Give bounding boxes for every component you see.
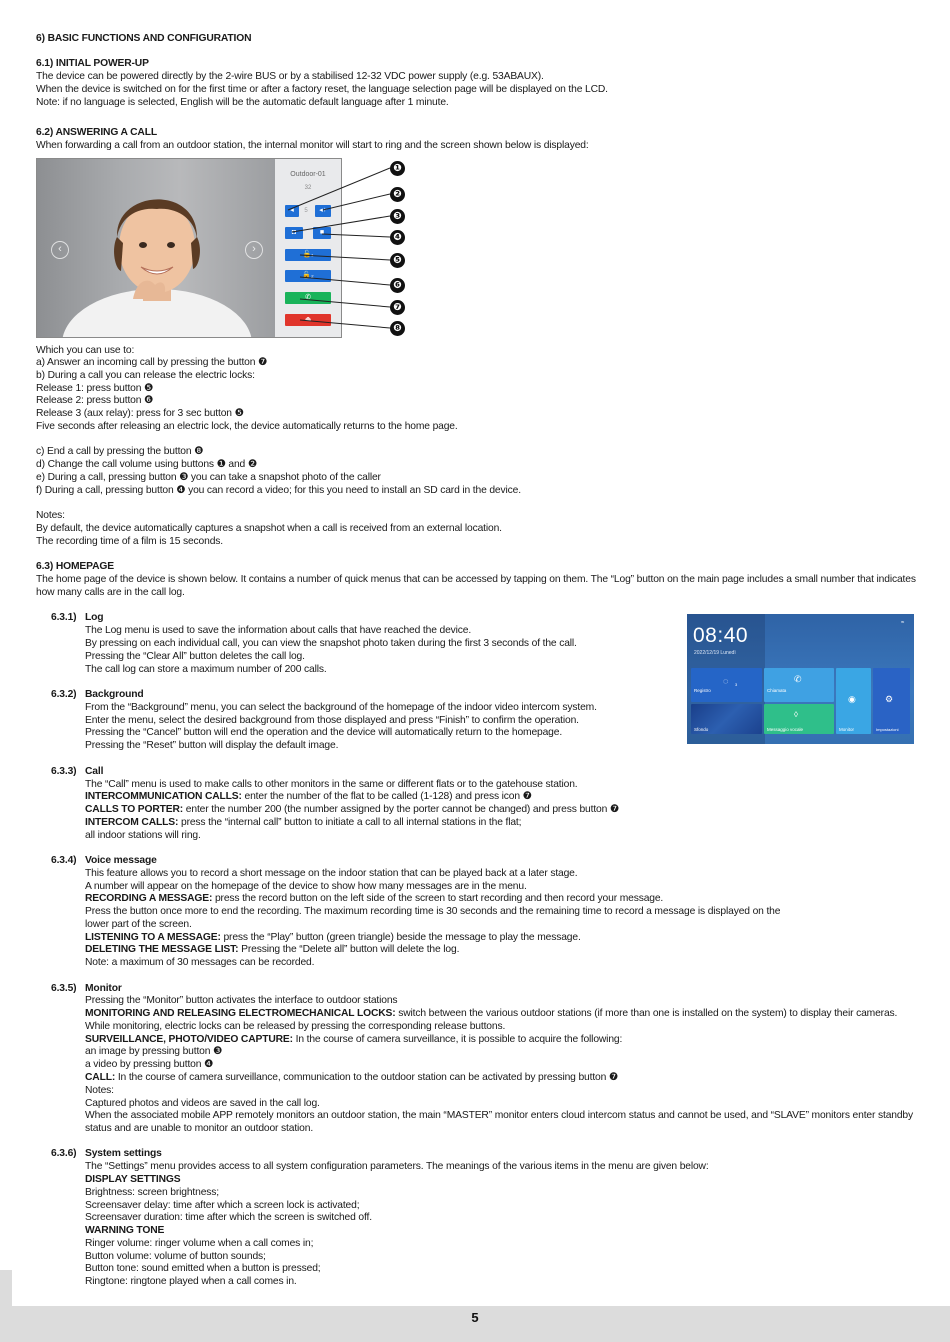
sub-line: A number will appear on the homepage of the device to show how many messages are in the menu. <box>85 881 527 892</box>
tile-label: Messaggio vocale <box>767 727 804 732</box>
text: press the record button on the left side of the screen to start recording and then record your message. <box>212 893 664 904</box>
callout-lines <box>0 0 950 400</box>
sub-title: Monitor <box>85 983 122 994</box>
tile-settings[interactable] <box>873 668 910 734</box>
release-2-button[interactable]: 🔓₂ <box>285 270 331 282</box>
footer-side-bar <box>0 1270 12 1306</box>
tile-label: Monitor <box>839 727 855 732</box>
s62-line: c) End a call by pressing the button ❽ <box>36 446 204 457</box>
sub-num: 6.3.4) <box>51 855 77 866</box>
sub-line: From the “Background” menu, you can select the background of the homepage of the indoor video intercom system. <box>85 702 597 713</box>
tile-label: Registro <box>694 688 711 693</box>
s62-line: Release 1: press button ❺ <box>36 383 154 394</box>
sub-title: Call <box>85 766 104 777</box>
tile-background[interactable] <box>691 704 762 734</box>
sub-title: System settings <box>85 1148 162 1159</box>
callout-6: ❻ <box>390 278 405 293</box>
sub-line: Captured photos and videos are saved in the call log. <box>85 1098 320 1109</box>
sub-line: Pressing the “Cancel” button will end the operation and the device will automatically return to the homepage. <box>85 727 563 738</box>
sub-line: By pressing on each individual call, you can view the snapshot photo taken during the first 3 seconds of the call. <box>85 638 577 649</box>
s63-intro: The home page of the device is shown below. It contains a number of quick menus that can be accessed by tapping on them. The “Log” button on the main page includes a small number that indicates how many calls are in the call log. <box>36 574 916 598</box>
sub-line: Pressing the “Monitor” button activates the interface to outdoor stations <box>85 995 398 1006</box>
label: RECORDING A MESSAGE: <box>85 893 213 904</box>
sub-line: This feature allows you to record a short message on the indoor station that can be played back at a later stage. <box>85 868 578 879</box>
sub-line: Button volume: volume of button sounds; <box>85 1251 266 1262</box>
tile-log[interactable] <box>691 668 762 702</box>
snapshot-button[interactable]: ◘ <box>285 227 303 239</box>
sub-line: When the associated mobile APP remotely monitors an outdoor station, the main “MASTER” monitor enters cloud intercom status and cannot be used, and “SLAVE” monitors enter standby status and are unable to monitor an outdoor station. <box>85 1110 913 1134</box>
callout-1: ❶ <box>390 161 405 176</box>
s61-line: When the device is switched on for the first time or after a factory reset, the language selection page will be displayed on the LCD. <box>36 84 608 95</box>
section-title: 6) BASIC FUNCTIONS AND CONFIGURATION <box>36 33 252 44</box>
s62-title: 6.2) ANSWERING A CALL <box>36 127 157 138</box>
phone-icon: ✆ <box>794 674 802 684</box>
answer-call-button[interactable]: ✆ <box>285 292 331 304</box>
next-arrow-icon[interactable]: › <box>245 241 263 259</box>
sub-line <box>85 893 663 906</box>
sub-line <box>85 1034 622 1047</box>
callout-3: ❸ <box>390 209 405 224</box>
text: In the course of camera surveillance, communication to the outdoor station can be activated by pressing button ❼ <box>115 1072 618 1083</box>
sub-title: Voice message <box>85 855 157 866</box>
release-1-button[interactable]: 🔓₁ <box>285 249 331 261</box>
sub-line: a video by pressing button ❹ <box>85 1059 214 1070</box>
sub-line: Button tone: sound emitted when a button is pressed; <box>85 1263 321 1274</box>
outdoor-station-number: 32 <box>304 185 312 191</box>
sub-line: Brightness: screen brightness; <box>85 1187 220 1198</box>
label: SURVEILLANCE, PHOTO/VIDEO CAPTURE: <box>85 1034 293 1045</box>
sub-heading: DISPLAY SETTINGS <box>85 1174 181 1185</box>
sub-line: Screensaver duration: time after which the screen is switched off. <box>85 1212 372 1223</box>
text: press the “Play” button (green triangle) beside the message to play the message. <box>220 932 581 943</box>
video-record-button[interactable]: ■ <box>313 227 331 239</box>
homepage-screenshot <box>687 614 914 744</box>
sub-heading: WARNING TONE <box>85 1225 165 1236</box>
sub-line: Pressing the “Reset” button will display the default image. <box>85 740 339 751</box>
s61-line: Note: if no language is selected, English will be the automatic default language after 1 minute. <box>36 97 449 108</box>
sub-line: Notes: <box>85 1085 114 1096</box>
label: CALL: <box>85 1072 116 1083</box>
s62-line: Five seconds after releasing an electric lock, the device automatically returns to the home page. <box>36 421 458 432</box>
log-badge: 3 <box>735 682 738 687</box>
previous-arrow-icon[interactable]: ‹ <box>51 241 69 259</box>
sub-line: Press the button once more to end the recording. The maximum recording time is 30 seconds and the remaining time to record a message is displayed on the lower part of the screen. <box>85 906 781 930</box>
sub-line <box>85 1008 915 1034</box>
sub-line: Note: a maximum of 30 messages can be recorded. <box>85 957 315 968</box>
text: press the “internal call” button to initiate a call to all internal stations in the flat; <box>178 817 522 828</box>
sub-num: 6.3.3) <box>51 766 77 777</box>
sub-line: all indoor stations will ring. <box>85 830 201 841</box>
s62-line: e) During a call, pressing button ❸ you can take a snapshot photo of the caller <box>36 472 381 483</box>
tile-call[interactable] <box>764 668 834 702</box>
s62-line: Notes: <box>36 510 65 521</box>
outdoor-station-name: Outdoor-01 <box>290 171 326 178</box>
sub-num: 6.3.5) <box>51 983 77 994</box>
s62-line: a) Answer an incoming call by pressing the button ❼ <box>36 357 268 368</box>
home-time: 08:40 <box>693 624 749 647</box>
text: switch between the various outdoor stations (if more than one is installed on the system) to display their cameras. While monitoring, electric locks can be released by pressing the corresponding release buttons. <box>85 1008 898 1032</box>
text: enter the number 200 (the number assigned by the porter cannot be changed) and press button ❼ <box>183 804 619 815</box>
s62-line: Which you can use to: <box>36 345 135 356</box>
callout-7: ❼ <box>390 300 405 315</box>
callout-5: ❺ <box>390 253 405 268</box>
tile-label: Sfondo <box>694 727 709 732</box>
text: In the course of camera surveillance, it is possible to acquire the following: <box>292 1034 623 1045</box>
callout-8: ❽ <box>390 321 405 336</box>
sub-line <box>85 1072 618 1085</box>
s62-line: f) During a call, pressing button ❹ you can record a video; for this you need to install an SD card in the device. <box>36 485 521 496</box>
s62-line: b) During a call you can release the electric locks: <box>36 370 255 381</box>
tile-label: Chiamata <box>767 688 787 693</box>
sub-line: Enter the menu, select the desired background from those displayed and press “Finish” to confirm the operation. <box>85 715 579 726</box>
sub-line: Screensaver delay: time after which a screen lock is activated; <box>85 1200 360 1211</box>
s62-line: d) Change the call volume using buttons ❶ and ❷ <box>36 459 257 470</box>
tile-label: Impostazioni <box>876 727 899 732</box>
sub-line: The Log menu is used to save the information about calls that have reached the device. <box>85 625 472 636</box>
callout-4: ❹ <box>390 230 405 245</box>
volume-down-button[interactable]: ◂ <box>285 205 299 217</box>
wifi-icon: ≈ <box>901 620 905 626</box>
label: CALLS TO PORTER: <box>85 804 184 815</box>
label: LISTENING TO A MESSAGE: <box>85 932 221 943</box>
sub-line: Ringer volume: ringer volume when a call comes in; <box>85 1238 314 1249</box>
sub-line: The “Settings” menu provides access to all system configuration parameters. The meanings of the various items in the menu are given below: <box>85 1161 709 1172</box>
s63-title: 6.3) HOMEPAGE <box>36 561 114 572</box>
text: Pressing the “Delete all” button will delete the log. <box>238 944 460 955</box>
voicemail-icon: ◊ <box>794 710 798 719</box>
sub-title: Background <box>85 689 144 700</box>
tile-monitor[interactable] <box>836 668 871 734</box>
sub-line <box>85 804 619 817</box>
s62-intro: When forwarding a call from an outdoor station, the internal monitor will start to ring and the screen shown below is displayed: <box>36 140 589 151</box>
callout-2: ❷ <box>390 187 405 202</box>
sub-num: 6.3.6) <box>51 1148 77 1159</box>
s62-line: By default, the device automatically captures a snapshot when a call is received from an external location. <box>36 523 502 534</box>
sub-line: an image by pressing button ❸ <box>85 1046 223 1057</box>
home-date: 2022/12/19 Lunedì <box>694 650 736 656</box>
sub-title: Log <box>85 612 104 623</box>
sub-line: Ringtone: ringtone played when a call comes in. <box>85 1276 297 1287</box>
sub-line <box>85 944 459 957</box>
volume-up-button[interactable]: ◂+ <box>315 205 331 217</box>
label: INTERCOMMUNICATION CALLS: <box>85 791 242 802</box>
s61-line: The device can be powered directly by the 2-wire BUS or by a stabilised 12-32 VDC power supply (e.g. 53ABAUX). <box>36 71 544 82</box>
gear-icon: ⚙ <box>885 694 894 704</box>
camera-icon: ◉ <box>848 694 856 704</box>
sub-line <box>85 932 581 945</box>
label: INTERCOM CALLS: <box>85 817 179 828</box>
label: DELETING THE MESSAGE LIST: <box>85 944 239 955</box>
page-number: 5 <box>471 1310 479 1325</box>
sub-line: Pressing the “Clear All” button deletes the call log. <box>85 651 305 662</box>
s61-title: 6.1) INITIAL POWER-UP <box>36 58 149 69</box>
sub-num: 6.3.2) <box>51 689 77 700</box>
s62-line: Release 2: press button ❻ <box>36 395 154 406</box>
end-call-button[interactable]: ⏏ <box>285 314 331 326</box>
label: MONITORING AND RELEASING ELECTROMECHANICAL LOCKS: <box>85 1008 396 1019</box>
tile-voice-message[interactable] <box>764 704 834 734</box>
sub-line <box>85 791 532 804</box>
s62-line: Release 3 (aux relay): press for 3 sec button ❺ <box>36 408 244 419</box>
s62-line: The recording time of a film is 15 seconds. <box>36 536 223 547</box>
sub-line <box>85 817 521 830</box>
sub-num: 6.3.1) <box>51 612 77 623</box>
volume-value: 5 <box>304 208 308 214</box>
sub-line: The call log can store a maximum number of 200 calls. <box>85 664 327 675</box>
log-icon: ◌ <box>723 676 729 686</box>
text: enter the number of the flat to be called (1-128) and press icon ❼ <box>241 791 532 802</box>
sub-line: The “Call” menu is used to make calls to other monitors in the same or different flats or to the gatehouse station. <box>85 779 578 790</box>
